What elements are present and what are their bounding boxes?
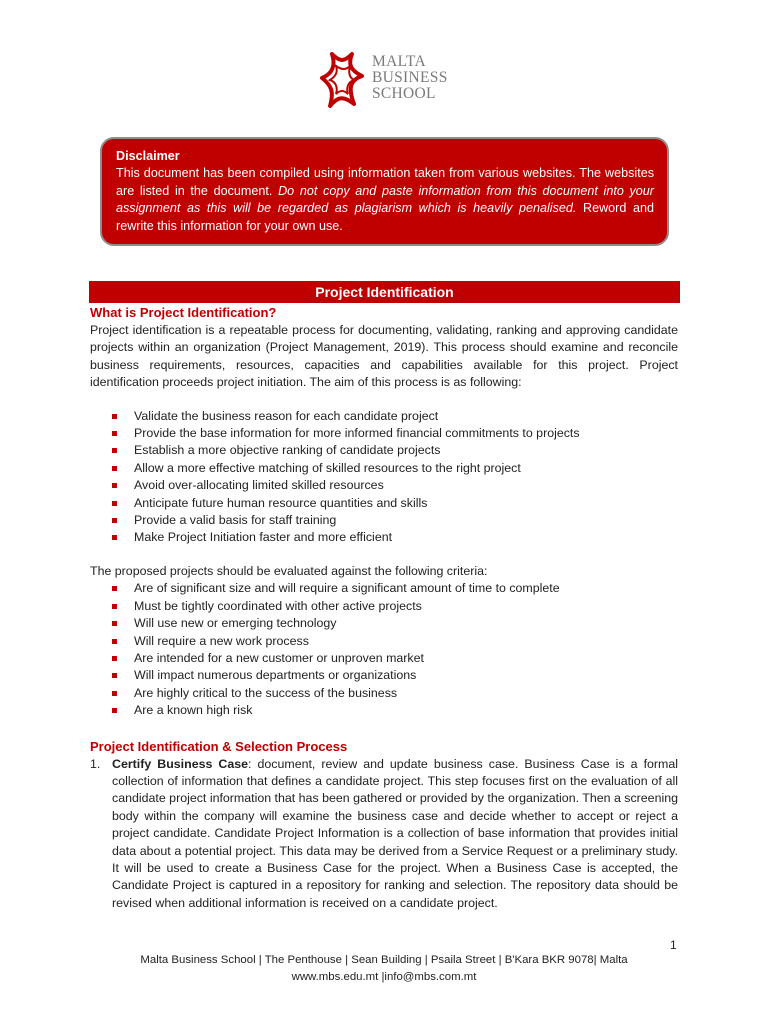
selection-heading: Project Identification & Selection Process xyxy=(90,738,348,754)
school-logo-text: MALTA BUSINESS SCHOOL xyxy=(372,53,448,102)
main-content xyxy=(90,304,678,912)
list-item: Avoid over-allocating limited skilled resources xyxy=(112,477,678,494)
list-item: Must be tightly coordinated with other active projects xyxy=(112,598,678,615)
step-number: 1. xyxy=(90,756,101,771)
what-is-paragraph: Project identification is a repeatable process for documenting, validating, ranking and approving candidate projects within an organization (Project Management, 2019). This process should examine and reconcile business requirements, resources, capacities and capabilities available for this project. Project identification proceeds project initiation. The aim of this process is as following: xyxy=(90,323,678,390)
school-logo-mark-icon xyxy=(318,48,366,114)
list-item: Will require a new work process xyxy=(112,633,678,650)
list-item: Make Project Initiation faster and more efficient xyxy=(112,529,678,546)
footer-address: Malta Business School | The Penthouse | Sean Building | Psaila Street | B'Kara BKR 9078| Malta xyxy=(140,954,628,966)
section-title-bar: Project Identification xyxy=(89,281,680,303)
list-item: Establish a more objective ranking of candidate projects xyxy=(112,442,678,459)
step-item xyxy=(90,756,678,913)
school-logo xyxy=(318,48,458,114)
list-item: Provide the base information for more informed financial commitments to projects xyxy=(112,425,678,442)
step-title: Certify Business Case xyxy=(112,756,249,771)
selection-steps xyxy=(90,756,678,913)
aims-list xyxy=(90,408,678,547)
disclaimer-text: This document has been compiled using information taken from various websites. The websites are listed in the document. Do not copy and paste information from this document into your assignment as this will be regarded as plagiarism which is heavily penalised. Reword and rewrite this information for your own use. xyxy=(116,166,654,233)
list-item: Are of significant size and will require a significant amount of time to complete xyxy=(112,580,678,597)
list-item: Will use new or emerging technology xyxy=(112,615,678,632)
footer-contact: www.mbs.edu.mt |info@mbs.com.mt xyxy=(291,971,477,983)
list-item: Are intended for a new customer or unproven market xyxy=(112,650,678,667)
list-item: Provide a valid basis for staff training xyxy=(112,512,678,529)
step-text: : document, review and update business case. Business Case is a formal collection of information that defines a candidate project. This step focuses first on the evaluation of all candidate project information that has been gathered or provided by the organization. Then a screening body within the company will examine the business case and decide whether to accept or reject a project candidate. Candidate Project Information is a collection of base information that provides initial data about a potential project. This data may be derived from a Service Request or a preliminary study. It will be used to create a Business Case for the project. When a Business Case is accepted, the Candidate Project is captured in a repository for ranking and selection. The repository data should be revised when additional information is received on a candidate project. xyxy=(112,756,678,910)
footer xyxy=(0,952,768,986)
list-item: Anticipate future human resource quantities and skills xyxy=(112,495,678,512)
criteria-intro: The proposed projects should be evaluated against the following criteria: xyxy=(90,563,488,578)
list-item: Are a known high risk xyxy=(112,702,678,719)
list-item: Validate the business reason for each candidate project xyxy=(112,408,678,425)
criteria-list xyxy=(90,580,678,719)
list-item: Will impact numerous departments or organizations xyxy=(112,667,678,684)
page-number: 1 xyxy=(670,938,677,952)
disclaimer-box xyxy=(100,137,669,246)
what-is-heading: What is Project Identification? xyxy=(90,305,277,320)
list-item: Allow a more effective matching of skilled resources to the right project xyxy=(112,460,678,477)
list-item: Are highly critical to the success of the business xyxy=(112,685,678,702)
disclaimer-title: Disclaimer xyxy=(116,149,180,163)
